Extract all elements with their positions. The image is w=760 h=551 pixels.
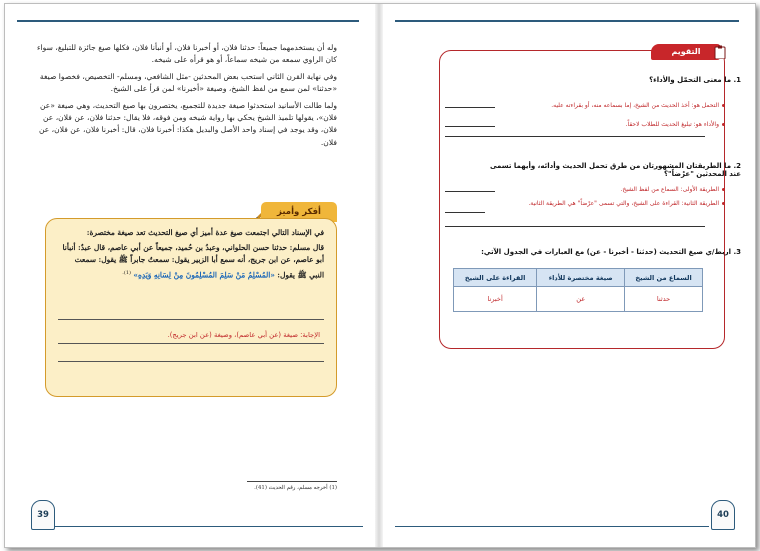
question-3: 3. اربط/ي صيغ التحديث (حدثنا - أخبرنا - عن) مع العبارات في الجدول الآتي: [481, 248, 741, 256]
bottom-rule [51, 526, 363, 527]
bottom-rule [395, 526, 709, 527]
page-40 [383, 4, 755, 547]
table-header: السماع من الشيخ [625, 269, 703, 287]
writing-line [445, 226, 705, 227]
writing-line [445, 212, 485, 213]
isnad-bullet [58, 242, 324, 281]
q2-answer-1 [515, 186, 725, 193]
table-cell: عن [537, 287, 625, 312]
isnad-text: قال مسلم: حدثنا حسن الحلواني، وعبدُ بن حُميد، جميعاً عن أبي عاصم، قال عبدٌ: أنبأنا أبو عاصم، عن ابن جريج، أنه سمع أبا الزبير يقول: سمعتُ جابراً ﷺ يقول: سمعت النبي ﷺ يقول: [62, 243, 324, 280]
table-header: صيغة مختصرة للأداء [537, 269, 625, 287]
q1-answer-2-text: والأداء هو: تبليغ الحديث للطلاب لاحقاً. [625, 121, 719, 128]
writing-line [58, 319, 324, 320]
q1-answer-2 [515, 121, 725, 128]
table-row [454, 287, 703, 312]
body-text [37, 42, 337, 153]
top-rule [17, 20, 359, 22]
hadith-text: «المُسْلِمُ مَنْ سَلِمَ المُسْلِمُونَ مِنْ لِسَانِهِ وَيَدِهِ» [133, 270, 275, 280]
footnote-rule [247, 481, 337, 482]
top-rule [395, 20, 739, 22]
paragraph-2: وفي نهاية القرن الثاني استحب بعض المحدثين -مثل الشافعي، ومسلم- التخصيص، فخصوا صيغة «حدثنا» لمن سمع من لفظ الشيخ، وصيغة «أخبرنا» لمن قرأ على الشيخ. [39, 71, 337, 94]
clipboard-icon [714, 45, 726, 59]
writing-line [445, 191, 495, 192]
question-1: 1. ما معنى التحمّل والأداء؟ [649, 76, 741, 84]
bullet [722, 104, 725, 107]
think-answer: الإجابة: صيغة (عن أبي عاصم)، وصيغة (عن ابن جريج). [167, 331, 320, 339]
q1-answer-1-text: التحمل هو: أخذ الحديث من الشيخ، إما بسماعه منه، أو بقراءته عليه. [551, 102, 719, 109]
paragraph-3: ولما طالت الأسانيد استحدثوا صيغة جديدة للتجميع، يختصرون بها صيغ التحديث، وهي صيغة «عن فلان»، يقولها تلميذ الشيخ يحكي بها رواية شيخه ومن فوقه، فلا يقال: حدثنا فلان، عن فلان، عن فلان، وقد يوجد في إسناد واحد الأصل والبديل هكذا: أخبرنا فلان، قال: أخبرنا فلان، عن فلان، عن فلان. [38, 100, 337, 147]
footnote: (1) أخرجه مسلم، رقم الحديث (41). [254, 485, 337, 491]
table-cell: حدثنا [625, 287, 703, 312]
table-cell: أخبرنا [454, 287, 537, 312]
page-number: 40 [711, 500, 735, 530]
table-header-row [454, 269, 703, 287]
q2-answer-1-text: الطريقة الأولى: السماع من لفظ الشيخ. [620, 186, 719, 193]
writing-line [445, 107, 495, 108]
q2-answer-2-text: الطريقة الثانية: القراءة على الشيخ، والتي تسمى "عرْضاً" هي الطريقة الثانية. [528, 200, 719, 207]
bullet [722, 202, 725, 205]
page-39 [5, 4, 375, 547]
think-box [45, 218, 337, 397]
book-spread [4, 3, 756, 548]
book-gutter [375, 4, 383, 547]
writing-line [445, 126, 495, 127]
bullet [722, 123, 725, 126]
q1-answer-1 [515, 102, 725, 109]
matching-table [453, 268, 703, 312]
table-header: القراءة على الشيخ [454, 269, 537, 287]
evaluation-title: التقويم [651, 44, 721, 60]
think-box-title: أفكر وأميز [261, 202, 337, 222]
q2-answer-2 [510, 200, 725, 207]
writing-line [58, 361, 324, 362]
footnote-ref: (1). [122, 269, 131, 276]
writing-line [58, 343, 324, 344]
page-number: 39 [31, 500, 55, 530]
question-2: 2. ما الطريقتان المشهورتان من طرق تحمل الحديث وأدائه، وأيهما تسمى عند المحدثين "عرْضاً"؟ [489, 162, 741, 178]
paragraph-1: وله أن يستخدمهما جميعاً: حدثنا فلان، أو أخبرنا فلان، أو أنبأنا فلان، فكلها صيغ جائزة للتبليغ، سواء كان الراوي سمعه من شيخه سماعاً، أو هو قرأه على شيخه. [37, 43, 337, 65]
think-box-content [58, 227, 324, 281]
writing-line [445, 136, 705, 137]
think-box-intro: في الإسناد التالي اجتمعت صيغ عدة أميز أي صيغ التحديث تعد صيغة مختصرة: [86, 228, 324, 237]
bullet [722, 188, 725, 191]
